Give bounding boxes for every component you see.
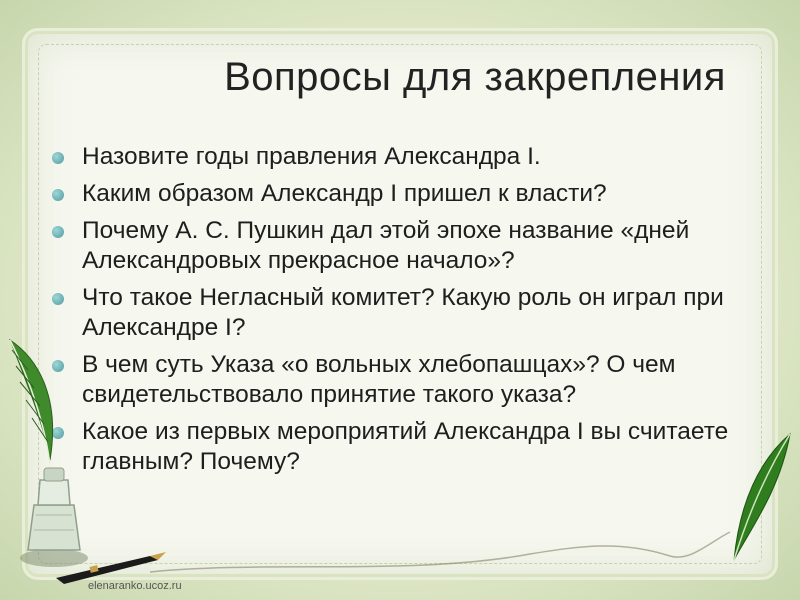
bullet-icon xyxy=(52,293,64,305)
list-item: Почему А. С. Пушкин дал этой эпохе название «дней Александровых прекрасное начало»? xyxy=(52,216,772,276)
list-item: В чем суть Указа «о вольных хлебопашцах»? О чем свидетельствовало принятие такого указа? xyxy=(52,350,772,410)
list-item: Какое из первых мероприятий Александра I вы считаете главным? Почему? xyxy=(52,417,772,477)
list-item: Каким образом Александр I пришел к власти? xyxy=(52,179,772,209)
list-item: Что такое Негласный комитет? Какую роль он играл при Александре I? xyxy=(52,283,772,343)
question-list xyxy=(52,142,772,484)
footer-url: elenaranko.ucoz.ru xyxy=(88,580,182,592)
slide-title: Вопросы для закрепления xyxy=(224,55,726,99)
bullet-icon xyxy=(52,152,64,164)
bullet-icon xyxy=(52,226,64,238)
swirl-decoration xyxy=(150,520,750,580)
list-item: Назовите годы правления Александра I. xyxy=(52,142,772,172)
bullet-icon xyxy=(52,189,64,201)
